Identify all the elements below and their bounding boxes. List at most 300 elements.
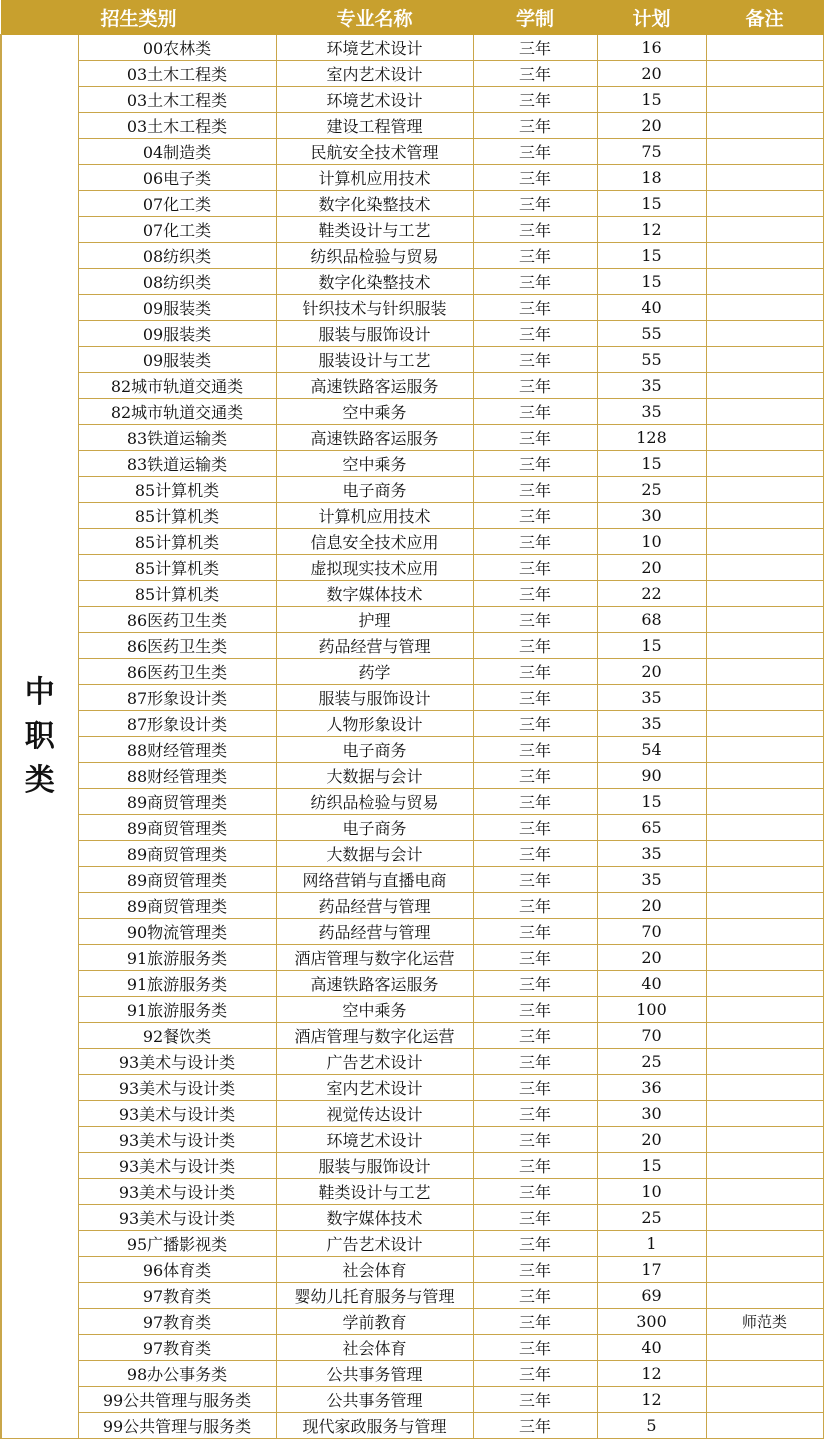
group-label <box>1 35 78 1439</box>
row-plan: 16 <box>597 35 706 61</box>
row-plan: 70 <box>597 919 706 945</box>
row-major: 公共事务管理 <box>276 1387 473 1413</box>
row-note <box>706 1023 823 1049</box>
row-major: 鞋类设计与工艺 <box>276 217 473 243</box>
row-category: 03土木工程类 <box>78 87 276 113</box>
row-category: 96体育类 <box>78 1257 276 1283</box>
row-years: 三年 <box>473 1283 597 1309</box>
row-note <box>706 477 823 503</box>
header-row <box>1 1 823 35</box>
row-major: 室内艺术设计 <box>276 61 473 87</box>
row-years: 三年 <box>473 321 597 347</box>
table-row <box>1 425 823 451</box>
row-major: 社会体育 <box>276 1257 473 1283</box>
table-row <box>1 659 823 685</box>
row-category: 04制造类 <box>78 139 276 165</box>
row-years: 三年 <box>473 425 597 451</box>
row-category: 09服装类 <box>78 321 276 347</box>
row-note <box>706 295 823 321</box>
table-row <box>1 1231 823 1257</box>
row-major: 纺织品检验与贸易 <box>276 243 473 269</box>
row-years: 三年 <box>473 685 597 711</box>
row-note <box>706 789 823 815</box>
row-plan: 75 <box>597 139 706 165</box>
row-note <box>706 243 823 269</box>
row-plan: 69 <box>597 1283 706 1309</box>
row-major: 药品经营与管理 <box>276 633 473 659</box>
row-category: 87形象设计类 <box>78 685 276 711</box>
row-plan: 54 <box>597 737 706 763</box>
row-years: 三年 <box>473 347 597 373</box>
row-category: 93美术与设计类 <box>78 1153 276 1179</box>
table-row <box>1 1127 823 1153</box>
row-plan: 18 <box>597 165 706 191</box>
table-row <box>1 555 823 581</box>
row-plan: 20 <box>597 893 706 919</box>
row-major: 高速铁路客运服务 <box>276 373 473 399</box>
row-category: 08纺织类 <box>78 269 276 295</box>
row-category: 82城市轨道交通类 <box>78 373 276 399</box>
row-note <box>706 633 823 659</box>
header-note: 备注 <box>706 1 823 35</box>
row-major: 广告艺术设计 <box>276 1049 473 1075</box>
row-plan: 128 <box>597 425 706 451</box>
row-plan: 35 <box>597 685 706 711</box>
row-category: 90物流管理类 <box>78 919 276 945</box>
row-category: 09服装类 <box>78 295 276 321</box>
row-plan: 40 <box>597 295 706 321</box>
table-row <box>1 1413 823 1439</box>
row-note <box>706 1335 823 1361</box>
row-category: 92餐饮类 <box>78 1023 276 1049</box>
row-years: 三年 <box>473 711 597 737</box>
row-years: 三年 <box>473 1231 597 1257</box>
row-major: 信息安全技术应用 <box>276 529 473 555</box>
row-plan: 55 <box>597 347 706 373</box>
row-category: 89商贸管理类 <box>78 789 276 815</box>
row-years: 三年 <box>473 1387 597 1413</box>
row-years: 三年 <box>473 1205 597 1231</box>
row-note <box>706 269 823 295</box>
table-row <box>1 399 823 425</box>
row-plan: 25 <box>597 477 706 503</box>
table-row <box>1 1257 823 1283</box>
row-years: 三年 <box>473 1023 597 1049</box>
row-plan: 15 <box>597 87 706 113</box>
table-row <box>1 217 823 243</box>
row-category: 89商贸管理类 <box>78 841 276 867</box>
row-major: 计算机应用技术 <box>276 165 473 191</box>
row-plan: 12 <box>597 1387 706 1413</box>
table-row <box>1 269 823 295</box>
row-major: 鞋类设计与工艺 <box>276 1179 473 1205</box>
table-row <box>1 139 823 165</box>
row-plan: 12 <box>597 1361 706 1387</box>
row-note <box>706 1413 823 1439</box>
table-row <box>1 347 823 373</box>
row-category: 97教育类 <box>78 1335 276 1361</box>
row-note <box>706 191 823 217</box>
row-plan: 20 <box>597 659 706 685</box>
row-plan: 30 <box>597 1101 706 1127</box>
table-row <box>1 893 823 919</box>
table-row <box>1 503 823 529</box>
row-category: 89商贸管理类 <box>78 893 276 919</box>
row-major: 数字媒体技术 <box>276 1205 473 1231</box>
row-major: 空中乘务 <box>276 451 473 477</box>
row-years: 三年 <box>473 61 597 87</box>
row-years: 三年 <box>473 35 597 61</box>
table-row <box>1 1387 823 1413</box>
table-row <box>1 919 823 945</box>
table-row <box>1 165 823 191</box>
table-row <box>1 1023 823 1049</box>
row-major: 空中乘务 <box>276 399 473 425</box>
row-major: 虚拟现实技术应用 <box>276 555 473 581</box>
table-row <box>1 945 823 971</box>
row-years: 三年 <box>473 269 597 295</box>
row-major: 计算机应用技术 <box>276 503 473 529</box>
row-category: 88财经管理类 <box>78 737 276 763</box>
row-major: 建设工程管理 <box>276 113 473 139</box>
row-years: 三年 <box>473 1101 597 1127</box>
row-category: 95广播影视类 <box>78 1231 276 1257</box>
table-row <box>1 763 823 789</box>
row-major: 数字化染整技术 <box>276 191 473 217</box>
row-major: 数字化染整技术 <box>276 269 473 295</box>
row-note <box>706 217 823 243</box>
row-years: 三年 <box>473 633 597 659</box>
row-category: 86医药卫生类 <box>78 659 276 685</box>
row-note <box>706 711 823 737</box>
row-major: 电子商务 <box>276 737 473 763</box>
table-row <box>1 35 823 61</box>
row-category: 93美术与设计类 <box>78 1049 276 1075</box>
row-category: 99公共管理与服务类 <box>78 1387 276 1413</box>
row-plan: 300 <box>597 1309 706 1335</box>
row-note <box>706 1075 823 1101</box>
row-category: 86医药卫生类 <box>78 633 276 659</box>
row-note <box>706 867 823 893</box>
row-category: 91旅游服务类 <box>78 971 276 997</box>
row-major: 空中乘务 <box>276 997 473 1023</box>
row-years: 三年 <box>473 1179 597 1205</box>
row-years: 三年 <box>473 1127 597 1153</box>
row-category: 85计算机类 <box>78 503 276 529</box>
row-years: 三年 <box>473 971 597 997</box>
row-plan: 25 <box>597 1205 706 1231</box>
row-plan: 25 <box>597 1049 706 1075</box>
table-row <box>1 711 823 737</box>
row-plan: 10 <box>597 529 706 555</box>
row-note <box>706 321 823 347</box>
row-plan: 15 <box>597 789 706 815</box>
row-plan: 20 <box>597 61 706 87</box>
row-plan: 30 <box>597 503 706 529</box>
table-row <box>1 243 823 269</box>
row-years: 三年 <box>473 841 597 867</box>
table-body <box>1 35 823 1439</box>
row-years: 三年 <box>473 139 597 165</box>
row-major: 现代家政服务与管理 <box>276 1413 473 1439</box>
row-note <box>706 893 823 919</box>
table-row <box>1 477 823 503</box>
group-label-char: 职 <box>24 718 55 754</box>
row-category: 91旅游服务类 <box>78 997 276 1023</box>
row-plan: 35 <box>597 711 706 737</box>
table-row <box>1 581 823 607</box>
row-years: 三年 <box>473 373 597 399</box>
row-plan: 55 <box>597 321 706 347</box>
row-years: 三年 <box>473 945 597 971</box>
row-years: 三年 <box>473 477 597 503</box>
header-category: 招生类别 <box>1 1 276 35</box>
table-row <box>1 295 823 321</box>
row-category: 07化工类 <box>78 217 276 243</box>
row-note <box>706 1283 823 1309</box>
row-note <box>706 425 823 451</box>
row-category: 85计算机类 <box>78 581 276 607</box>
row-major: 服装设计与工艺 <box>276 347 473 373</box>
row-plan: 10 <box>597 1179 706 1205</box>
table-row <box>1 1153 823 1179</box>
row-plan: 15 <box>597 633 706 659</box>
row-major: 社会体育 <box>276 1335 473 1361</box>
row-note <box>706 737 823 763</box>
row-category: 93美术与设计类 <box>78 1205 276 1231</box>
table-row <box>1 1101 823 1127</box>
row-years: 三年 <box>473 919 597 945</box>
row-major: 服装与服饰设计 <box>276 685 473 711</box>
row-major: 环境艺术设计 <box>276 87 473 113</box>
row-years: 三年 <box>473 607 597 633</box>
row-plan: 100 <box>597 997 706 1023</box>
row-major: 公共事务管理 <box>276 1361 473 1387</box>
row-major: 学前教育 <box>276 1309 473 1335</box>
row-major: 药学 <box>276 659 473 685</box>
table-row <box>1 789 823 815</box>
row-major: 婴幼儿托育服务与管理 <box>276 1283 473 1309</box>
row-major: 环境艺术设计 <box>276 35 473 61</box>
row-note <box>706 555 823 581</box>
row-category: 08纺织类 <box>78 243 276 269</box>
row-plan: 20 <box>597 113 706 139</box>
row-years: 三年 <box>473 295 597 321</box>
row-years: 三年 <box>473 165 597 191</box>
row-years: 三年 <box>473 659 597 685</box>
table-row <box>1 1179 823 1205</box>
row-note <box>706 139 823 165</box>
row-years: 三年 <box>473 1335 597 1361</box>
table-row <box>1 1075 823 1101</box>
row-note <box>706 685 823 711</box>
table-row <box>1 373 823 399</box>
row-years: 三年 <box>473 893 597 919</box>
table-row <box>1 815 823 841</box>
row-category: 03土木工程类 <box>78 113 276 139</box>
row-major: 针织技术与针织服装 <box>276 295 473 321</box>
row-plan: 22 <box>597 581 706 607</box>
row-major: 酒店管理与数字化运营 <box>276 945 473 971</box>
row-note <box>706 659 823 685</box>
header-major: 专业名称 <box>276 1 473 35</box>
row-years: 三年 <box>473 581 597 607</box>
group-label-char: 类 <box>24 762 55 798</box>
table-row <box>1 997 823 1023</box>
row-years: 三年 <box>473 555 597 581</box>
row-note <box>706 399 823 425</box>
row-major: 纺织品检验与贸易 <box>276 789 473 815</box>
table-row <box>1 1361 823 1387</box>
row-major: 高速铁路客运服务 <box>276 425 473 451</box>
row-major: 民航安全技术管理 <box>276 139 473 165</box>
row-note <box>706 373 823 399</box>
row-category: 82城市轨道交通类 <box>78 399 276 425</box>
row-category: 07化工类 <box>78 191 276 217</box>
row-years: 三年 <box>473 815 597 841</box>
row-major: 服装与服饰设计 <box>276 321 473 347</box>
row-note <box>706 87 823 113</box>
row-plan: 65 <box>597 815 706 841</box>
row-plan: 40 <box>597 1335 706 1361</box>
row-note <box>706 503 823 529</box>
row-plan: 15 <box>597 1153 706 1179</box>
row-plan: 35 <box>597 373 706 399</box>
row-major: 室内艺术设计 <box>276 1075 473 1101</box>
row-plan: 15 <box>597 243 706 269</box>
row-category: 89商贸管理类 <box>78 815 276 841</box>
row-plan: 70 <box>597 1023 706 1049</box>
row-category: 03土木工程类 <box>78 61 276 87</box>
row-note <box>706 841 823 867</box>
row-note <box>706 165 823 191</box>
header-plan: 计划 <box>597 1 706 35</box>
row-plan: 35 <box>597 841 706 867</box>
header-years: 学制 <box>473 1 597 35</box>
row-major: 药品经营与管理 <box>276 893 473 919</box>
row-note <box>706 919 823 945</box>
row-category: 93美术与设计类 <box>78 1101 276 1127</box>
row-note <box>706 1257 823 1283</box>
row-years: 三年 <box>473 789 597 815</box>
row-years: 三年 <box>473 1309 597 1335</box>
row-category: 87形象设计类 <box>78 711 276 737</box>
row-category: 00农林类 <box>78 35 276 61</box>
table-row <box>1 737 823 763</box>
table-row <box>1 607 823 633</box>
row-category: 97教育类 <box>78 1309 276 1335</box>
row-years: 三年 <box>473 1361 597 1387</box>
row-category: 09服装类 <box>78 347 276 373</box>
row-years: 三年 <box>473 1075 597 1101</box>
row-major: 视觉传达设计 <box>276 1101 473 1127</box>
row-years: 三年 <box>473 243 597 269</box>
row-years: 三年 <box>473 1413 597 1439</box>
row-years: 三年 <box>473 737 597 763</box>
table-row <box>1 685 823 711</box>
row-major: 大数据与会计 <box>276 841 473 867</box>
row-category: 06电子类 <box>78 165 276 191</box>
row-category: 98办公事务类 <box>78 1361 276 1387</box>
row-years: 三年 <box>473 191 597 217</box>
row-note <box>706 529 823 555</box>
table-row <box>1 971 823 997</box>
row-note: 师范类 <box>706 1309 823 1335</box>
row-plan: 35 <box>597 399 706 425</box>
row-category: 83铁道运输类 <box>78 425 276 451</box>
table-row <box>1 633 823 659</box>
row-years: 三年 <box>473 1257 597 1283</box>
row-years: 三年 <box>473 113 597 139</box>
table-row <box>1 191 823 217</box>
row-category: 93美术与设计类 <box>78 1075 276 1101</box>
row-years: 三年 <box>473 451 597 477</box>
row-major: 广告艺术设计 <box>276 1231 473 1257</box>
row-note <box>706 1127 823 1153</box>
row-major: 高速铁路客运服务 <box>276 971 473 997</box>
row-category: 91旅游服务类 <box>78 945 276 971</box>
row-major: 电子商务 <box>276 477 473 503</box>
row-note <box>706 815 823 841</box>
row-category: 85计算机类 <box>78 555 276 581</box>
row-years: 三年 <box>473 763 597 789</box>
row-major: 人物形象设计 <box>276 711 473 737</box>
row-note <box>706 1153 823 1179</box>
row-plan: 15 <box>597 191 706 217</box>
row-years: 三年 <box>473 1049 597 1075</box>
row-note <box>706 1205 823 1231</box>
row-major: 酒店管理与数字化运营 <box>276 1023 473 1049</box>
row-plan: 5 <box>597 1413 706 1439</box>
row-plan: 40 <box>597 971 706 997</box>
row-years: 三年 <box>473 867 597 893</box>
row-category: 85计算机类 <box>78 529 276 555</box>
row-plan: 68 <box>597 607 706 633</box>
row-note <box>706 1049 823 1075</box>
row-years: 三年 <box>473 1153 597 1179</box>
row-plan: 20 <box>597 555 706 581</box>
row-plan: 20 <box>597 1127 706 1153</box>
table-row <box>1 321 823 347</box>
table-row <box>1 1335 823 1361</box>
row-note <box>706 997 823 1023</box>
row-major: 数字媒体技术 <box>276 581 473 607</box>
row-plan: 17 <box>597 1257 706 1283</box>
row-years: 三年 <box>473 997 597 1023</box>
row-category: 83铁道运输类 <box>78 451 276 477</box>
row-years: 三年 <box>473 87 597 113</box>
row-plan: 90 <box>597 763 706 789</box>
table-row <box>1 867 823 893</box>
row-category: 86医药卫生类 <box>78 607 276 633</box>
row-plan: 15 <box>597 451 706 477</box>
row-note <box>706 1231 823 1257</box>
row-years: 三年 <box>473 503 597 529</box>
row-note <box>706 1361 823 1387</box>
row-category: 97教育类 <box>78 1283 276 1309</box>
row-major: 药品经营与管理 <box>276 919 473 945</box>
row-note <box>706 35 823 61</box>
row-note <box>706 1387 823 1413</box>
row-plan: 35 <box>597 867 706 893</box>
row-years: 三年 <box>473 399 597 425</box>
row-note <box>706 1101 823 1127</box>
table-row <box>1 1049 823 1075</box>
row-category: 88财经管理类 <box>78 763 276 789</box>
group-label-char: 中 <box>24 674 55 710</box>
row-note <box>706 1179 823 1205</box>
row-note <box>706 113 823 139</box>
